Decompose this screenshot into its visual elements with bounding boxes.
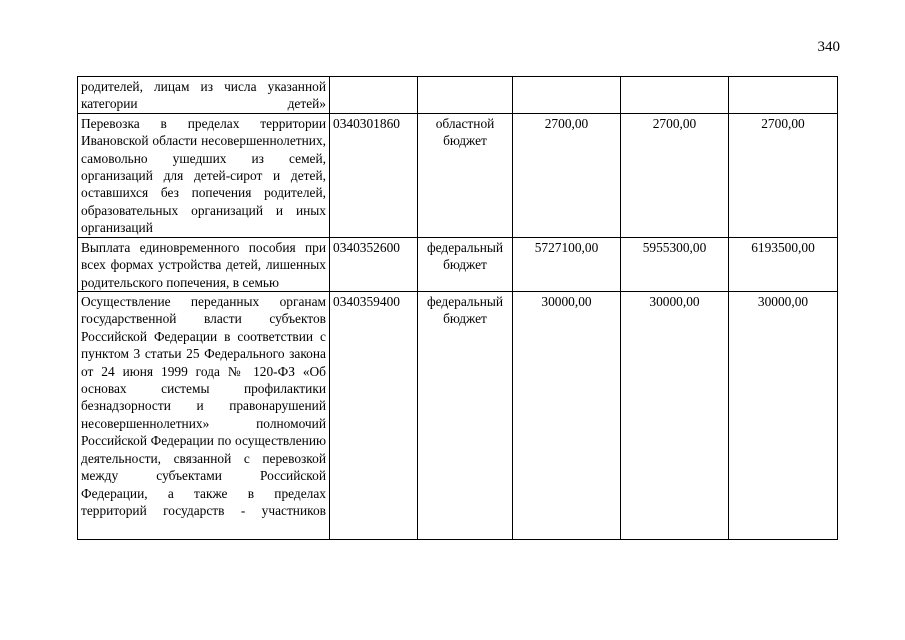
row-description: родителей, лицам из числа указанной категории детей» xyxy=(78,77,330,114)
row-amount-year2: 2700,00 xyxy=(621,113,729,237)
row-amount-year2: 5955300,00 xyxy=(621,237,729,291)
row-amount-year2 xyxy=(621,77,729,114)
table-row xyxy=(78,113,838,237)
page-number: 340 xyxy=(817,39,840,55)
row-amount-year2: 30000,00 xyxy=(621,292,729,540)
row-funding-source xyxy=(418,77,513,114)
row-code: 0340301860 xyxy=(330,113,418,237)
row-code: 0340359400 xyxy=(330,292,418,540)
row-amount-year3: 30000,00 xyxy=(729,292,838,540)
budget-table xyxy=(77,76,838,540)
table-row xyxy=(78,77,838,114)
row-funding-source: федеральный бюджет xyxy=(418,292,513,540)
row-description: Перевозка в пределах территории Ивановской области несовершеннолетних, самовольно ушедших из семей, организаций для детей-сирот и детей, оставшихся без попечения родителей, образовательных организаций и иных организаций xyxy=(78,113,330,237)
row-code: 0340352600 xyxy=(330,237,418,291)
row-description: Выплата единовременного пособия при всех формах устройства детей, лишенных родительского попечения, в семью xyxy=(78,237,330,291)
row-amount-year1 xyxy=(513,77,621,114)
row-amount-year1: 2700,00 xyxy=(513,113,621,237)
row-amount-year1: 30000,00 xyxy=(513,292,621,540)
row-amount-year3 xyxy=(729,77,838,114)
row-funding-source: федеральный бюджет xyxy=(418,237,513,291)
row-funding-source: областной бюджет xyxy=(418,113,513,237)
row-amount-year1: 5727100,00 xyxy=(513,237,621,291)
table-row xyxy=(78,292,838,540)
row-description: Осуществление переданных органам государственной власти субъектов Российской Федерации в соответствии с пунктом 3 статьи 25 Федерального закона от 24 июня 1999 года № 120-ФЗ «Об основах системы профилактики безнадзорности и правонарушений несовершеннолетних» полномочий Российской Федерации по осуществлению деятельности, связанной с перевозкой между субъектами Российской Федерации, а также в пределах территорий государств - участников xyxy=(78,292,330,540)
row-code xyxy=(330,77,418,114)
row-amount-year3: 6193500,00 xyxy=(729,237,838,291)
table-row xyxy=(78,237,838,291)
row-amount-year3: 2700,00 xyxy=(729,113,838,237)
